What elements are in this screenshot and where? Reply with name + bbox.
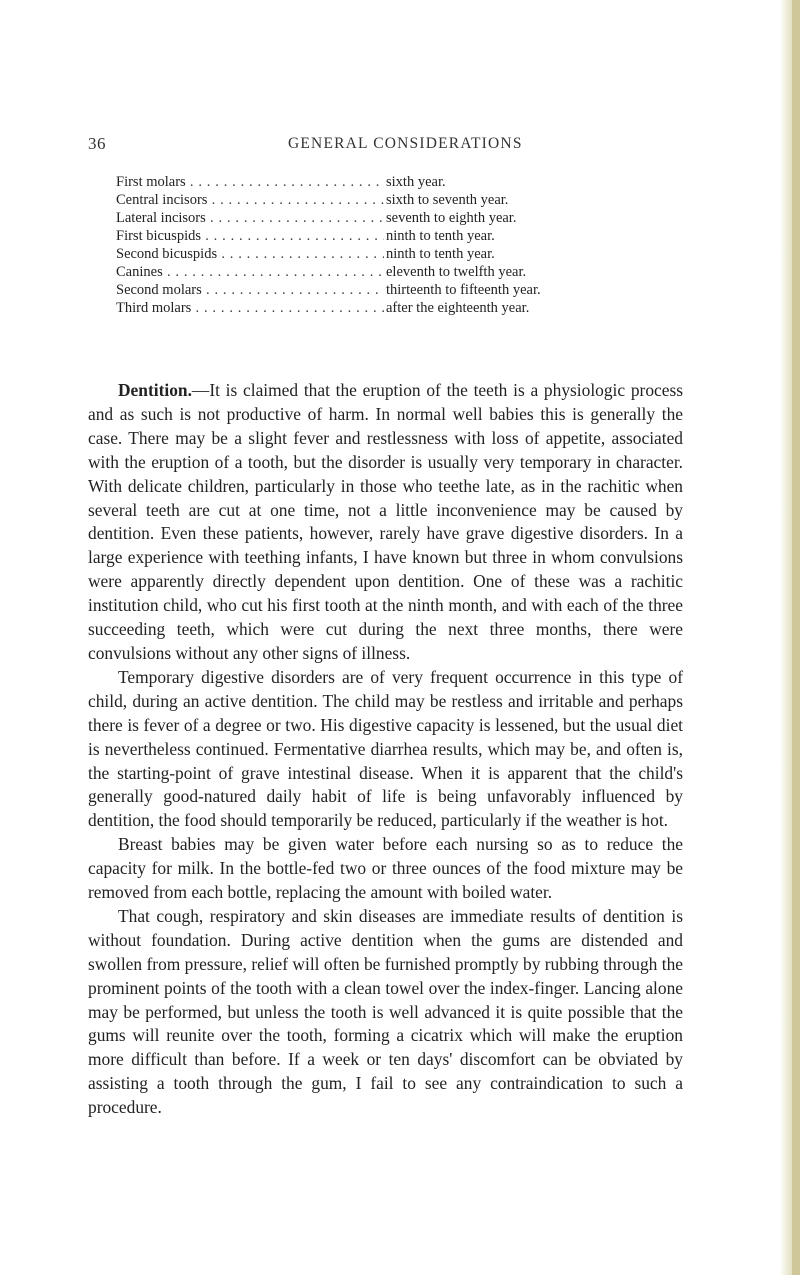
table-row [116,209,596,227]
page-header [88,134,688,156]
eruption-time: thirteenth to fifteenth year. [386,282,541,298]
eruption-time: eleventh to twelfth year. [386,264,527,280]
tooth-name: Second molars . . . [116,281,384,299]
paragraph: Breast babies may be given water before each nursing so as to reduce the capacity for milk. In the bottle-fed two or three ounces of the food mixture may be removed from each bottle, replacing the amount with boiled water. [88,834,683,903]
tooth-name: Third molars . . . [116,299,384,317]
page-edge-binding [792,0,800,1275]
table-row [116,191,596,209]
eruption-time: sixth year. [386,174,446,190]
paragraph-text: —It is claimed that the eruption of the teeth is a physiologic process and as such is not productive of harm. In normal well babies this is generally the case. There may be a slight fever and restlessness with loss of appetite, associated with the eruption of a tooth, but the disorder is usually very temporary in character. With delicate children, particularly in those who teethe late, as in the rachitic when several teeth are cut at one time, not a little inconvenience may be caused by dentition. Even these patients, however, rarely have grave digestive disorders. In a large experience with teething infants, I have known but three in whom convulsions were apparently directly dependent upon dentition. One of these was a rachitic institution child, who cut his first tooth at the ninth month, and with each of the three succeeding teeth, which were cut during the next three months, there were convulsions without any other signs of illness. [88,380,683,663]
tooth-name: First bicuspids . . . [116,227,384,245]
paragraph: Temporary digestive disorders are of very frequent occurrence in this type of child, during an active dentition. The child may be restless and irritable and perhaps there is fever of a degree or two. His digestive capacity is lessened, but the usual diet is nevertheless continued. Fermentative diarrhea results, which may be, and often is, the starting-point of grave intestinal disease. When it is apparent that the child's generally good-natured daily habit of life is being unfavorably influenced by dentition, the food should temporarily be reduced, particularly if the weather is hot. [88,666,683,831]
tooth-name: Lateral incisors . . . [116,209,384,227]
eruption-time: ninth to tenth year. [386,228,495,244]
eruption-time: ninth to tenth year. [386,246,495,262]
eruption-table [116,173,596,317]
tooth-name: Second bicuspids . . . [116,245,384,263]
table-row [116,245,596,263]
tooth-name: Central incisors . . . [116,191,384,209]
body-text [88,379,683,1120]
tooth-name: First molars . . . [116,173,384,191]
table-row [116,173,596,191]
paragraph: That cough, respiratory and skin diseases are immediate results of dentition is without foundation. During active dentition when the gums are distended and swollen from pressure, relief will often be furnished promptly by rubbing through the prominent points of the tooth with a clean towel over the index-finger. Lancing alone may be performed, but unless the tooth is well advanced it is quite possible that the gums will reunite over the tooth, forming a cicatrix which will make the eruption more difficult than before. If a week or ten days' discomfort can be obviated by assisting a tooth through the gum, I fail to see any contraindication to such a procedure. [88,905,683,1118]
table-row [116,281,596,299]
table-row [116,263,596,281]
table-row [116,227,596,245]
eruption-time: seventh to eighth year. [386,210,517,226]
section-heading: Dentition. [118,380,192,400]
tooth-name: Canines . . . [116,263,384,281]
eruption-time: sixth to seventh year. [386,192,509,208]
page-number: 36 [88,134,106,153]
paragraph [88,379,683,666]
table-row [116,299,596,317]
running-head: GENERAL CONSIDERATIONS [288,135,523,152]
eruption-time: after the eighteenth year. [386,300,530,316]
